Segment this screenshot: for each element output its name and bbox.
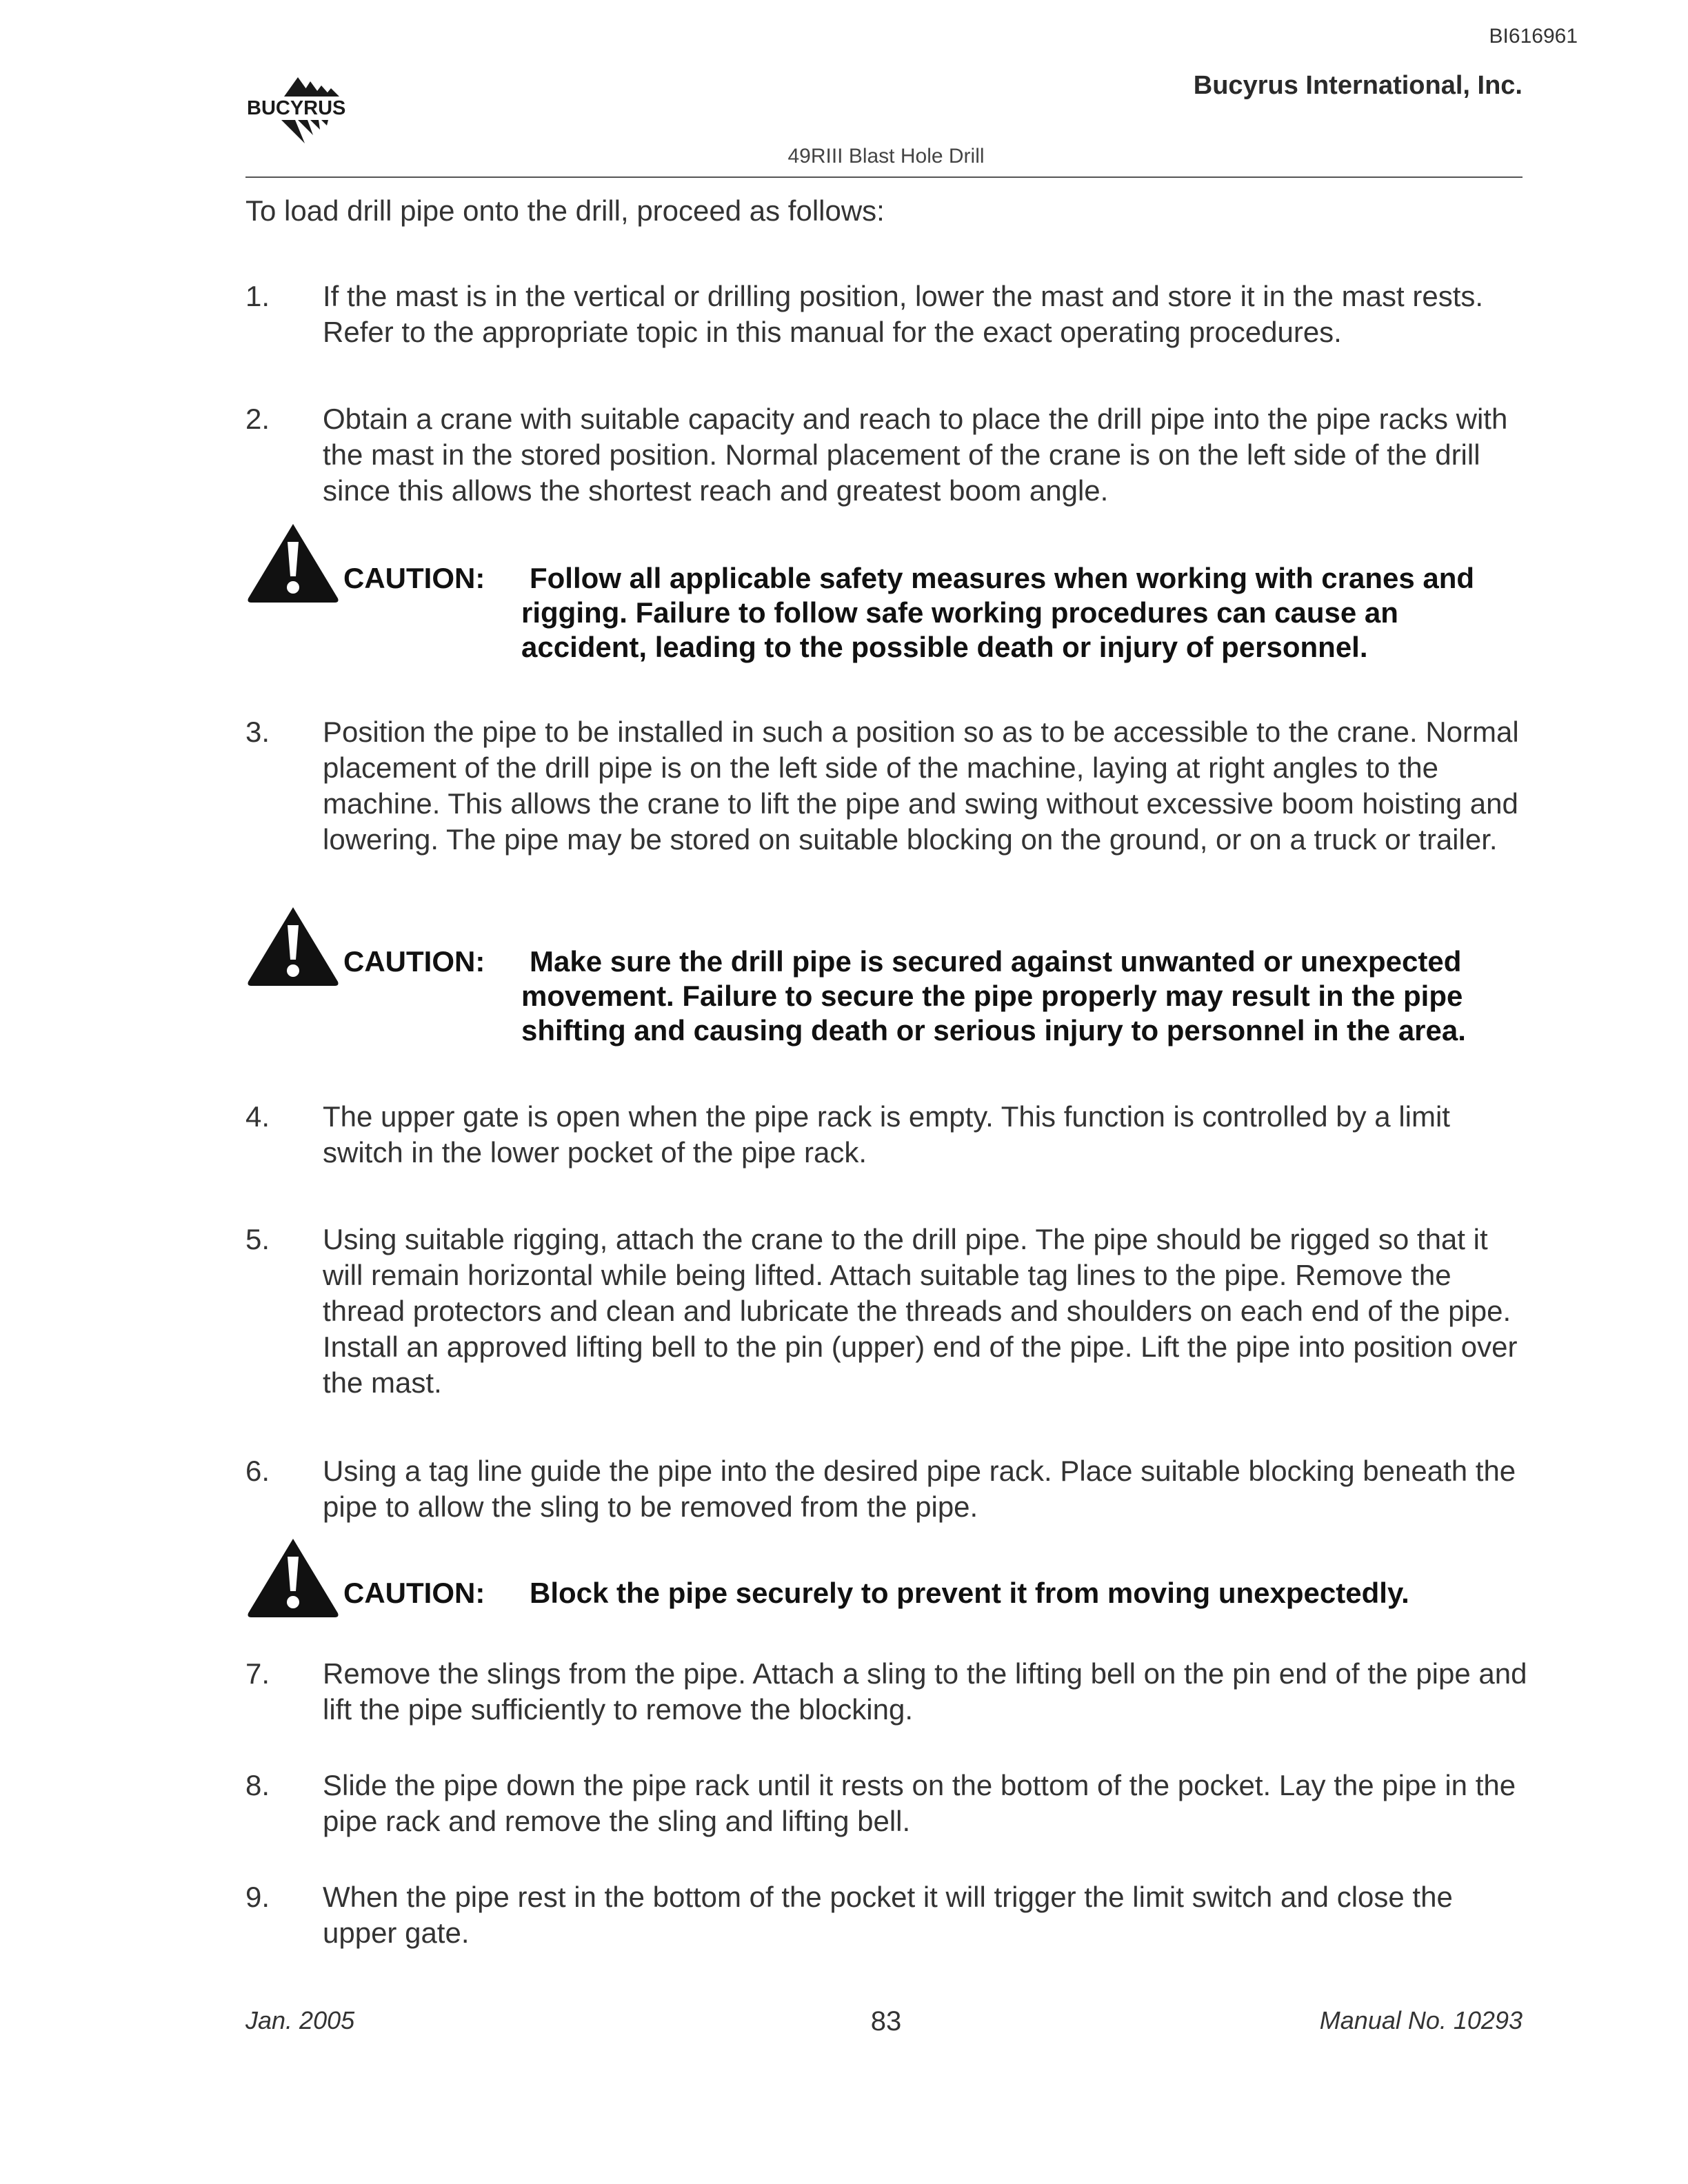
step-number: 7. — [245, 1657, 270, 1690]
company-name: Bucyrus International, Inc. — [1193, 71, 1523, 100]
caution-block — [245, 944, 1528, 1048]
step-text: If the mast is in the vertical or drilling position, lower the mast and store it in the mast rests. Refer to the appropriate topic in this manual for the exact operating procedures. — [323, 280, 1484, 348]
step-text: Position the pipe to be installed in such a position so as to be accessible to the crane. Normal placement of the drill pipe is on the left side of the machine, laying at right angles to the machine. This allows the crane to lift the pipe and swing without excessive boom hoisting and lowering. The pipe may be stored on suitable blocking on the ground, or on a truck or trailer. — [323, 716, 1519, 856]
step-text: Using suitable rigging, attach the crane to the drill pipe. The pipe should be rigged so that it will remain horizontal while being lifted. Attach suitable tag lines to the pipe. Remove the thread protectors and clean and lubricate the threads and shoulders on each end of the pipe. Install an approved lifting bell to the pin (upper) end of the pipe. Lift the pipe into position over the mast. — [323, 1223, 1518, 1399]
step-text: When the pipe rest in the bottom of the pocket it will trigger the limit switch and close the upper gate. — [323, 1881, 1453, 1949]
page-number: 83 — [870, 2006, 902, 2036]
step-number: 5. — [245, 1223, 270, 1255]
step-text: Obtain a crane with suitable capacity and reach to place the drill pipe into the pipe racks with the mast in the stored position. Normal placement of the crane is on the left side of the drill since this allows the shortest reach and greatest boom angle. — [323, 403, 1508, 507]
step-number: 6. — [245, 1455, 270, 1487]
manual-number: Manual No. 10293 — [1319, 2006, 1523, 2034]
step-text: Using a tag line guide the pipe into the desired pipe rack. Place suitable blocking beneath the pipe to allow the sling to be removed from the pipe. — [323, 1455, 1516, 1523]
list-item — [245, 279, 1528, 350]
caution-label: CAUTION: — [343, 1577, 485, 1609]
list-item — [245, 1453, 1528, 1525]
list-item — [245, 1222, 1528, 1401]
caution-text: Block the pipe securely to prevent it from moving unexpectedly. — [530, 1577, 1409, 1609]
caution-text: Make sure the drill pipe is secured against unwanted or unexpected movement. Failure to secure the pipe properly may result in the pipe shifting and causing death or serious injury to personnel in the area. — [521, 945, 1466, 1046]
warning-triangle-icon — [245, 521, 341, 604]
step-text: Remove the slings from the pipe. Attach a sling to the lifting bell on the pin end of the pipe and lift the pipe sufficiently to remove the blocking. — [323, 1657, 1527, 1726]
list-item — [245, 1768, 1528, 1839]
step-number: 1. — [245, 280, 270, 312]
warning-triangle-icon — [245, 1536, 341, 1619]
list-item — [245, 401, 1528, 509]
step-text: The upper gate is open when the pipe rack is empty. This function is controlled by a limit switch in the lower pocket of the pipe rack. — [323, 1100, 1450, 1169]
document-subtitle: 49RIII Blast Hole Drill — [787, 145, 985, 168]
step-number: 9. — [245, 1881, 270, 1913]
step-number: 2. — [245, 403, 270, 435]
footer-date: Jan. 2005 — [245, 2006, 355, 2034]
caution-label: CAUTION: — [343, 562, 485, 594]
list-item — [245, 1099, 1528, 1171]
step-number: 3. — [245, 716, 270, 748]
intro-text: To load drill pipe onto the drill, proceed as follows: — [245, 194, 885, 227]
step-text: Slide the pipe down the pipe rack until it rests on the bottom of the pocket. Lay the pipe in the pipe rack and remove the sling and lifting bell. — [323, 1769, 1516, 1837]
caution-text: Follow all applicable safety measures when working with cranes and rigging. Failure to follow safe working procedures can cause an accident, leading to the possible death or injury of personnel. — [521, 562, 1475, 663]
header-divider — [245, 176, 1523, 178]
list-item — [245, 1656, 1528, 1728]
document-id: BI616961 — [1489, 25, 1578, 48]
list-item — [245, 1879, 1528, 1951]
svg-text:BUCYRUS: BUCYRUS — [247, 97, 346, 119]
caution-block — [245, 1576, 1528, 1610]
bucyrus-logo-icon — [241, 69, 372, 152]
caution-block — [245, 561, 1528, 665]
list-item — [245, 714, 1528, 858]
step-number: 4. — [245, 1100, 270, 1133]
caution-label: CAUTION: — [343, 945, 485, 978]
warning-triangle-icon — [245, 904, 341, 987]
step-number: 8. — [245, 1769, 270, 1801]
